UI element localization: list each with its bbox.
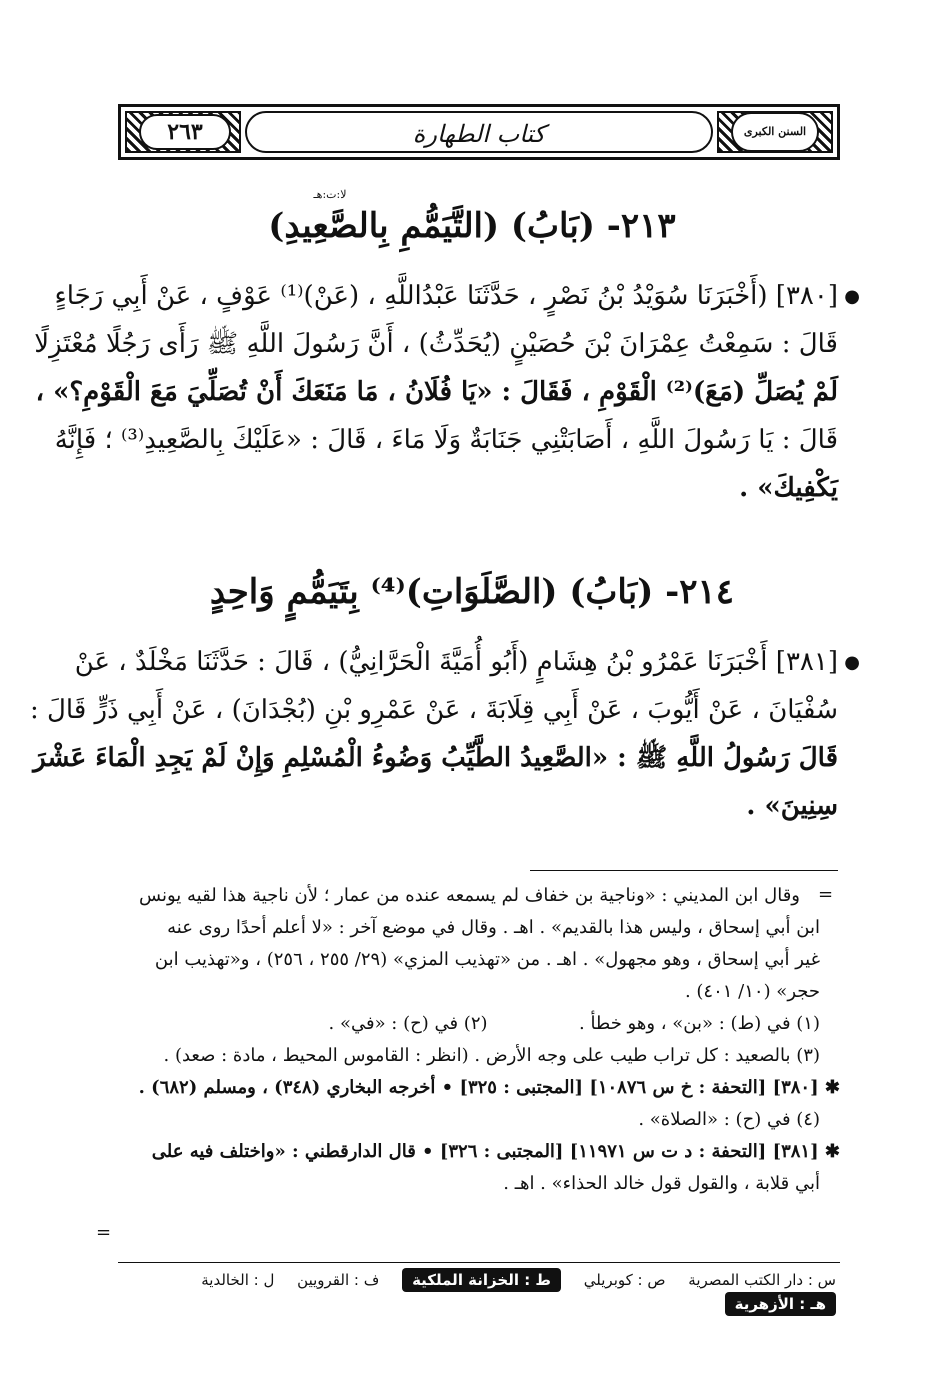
hadith-line: [٣٨١] أَخْبَرَنَا عَمْرُو بْنُ هِشَامٍ (أَبُو أُمَيَّةَ الْحَرَّانِيُّ) ، قَالَ : حَدَّثَنَا مَخْلَدٌ ، عَنْ bbox=[74, 647, 838, 677]
hadith-line: قَالَ : سَمِعْتُ عِمْرَانَ بْنَ حُصَيْنٍ (يُحَدِّثُ) ، أَنَّ رَسُولَ اللَّهِ ﷺ رَأَى رَجُلًا مُعْتَزِلًا bbox=[34, 329, 838, 359]
continuation-mark: = bbox=[818, 884, 834, 905]
hadith-381 bbox=[30, 638, 838, 830]
legend-item-boxed: هـ : الأزهرية bbox=[725, 1292, 836, 1316]
continuation-mark: = bbox=[96, 1222, 112, 1243]
footnote-line: حجر» (١٠/ ٤٠١) . bbox=[684, 981, 820, 1002]
section-heading-213: ٢١٣- (بَابُ) (التَّيَمُّمِ بِالصَّعِيدِ) bbox=[268, 206, 676, 246]
manuscript-legend bbox=[120, 1268, 836, 1313]
page-header bbox=[118, 104, 840, 160]
footnote-line: غير أبي إسحاق ، وهو مجهول» . اهـ . من «تهذيب المزي» (٢٩/ ٢٥٥ ، ٢٥٦) ، و«تهذيب ابن bbox=[154, 949, 820, 970]
legend-item: ف : القرويين bbox=[297, 1271, 380, 1289]
bullet-icon: ● bbox=[844, 286, 860, 307]
legend-item: ل : الخالدية bbox=[201, 1271, 275, 1289]
hadith-line: سِنِينَ» . bbox=[746, 791, 838, 821]
section-heading-214: ٢١٤- (بَابُ) (الصَّلَوَاتِ)⁽⁴⁾ بِتَيَمُّمٍ وَاحِدٍ bbox=[209, 572, 735, 612]
variant-mark: لا:ت:هـ bbox=[313, 188, 347, 201]
legend-item: ص : كوبريلي bbox=[583, 1271, 666, 1289]
page-number: ٢٦٣ bbox=[139, 114, 231, 150]
takhrij-380: ✱ [٣٨٠] [التحفة : خ س ١٠٨٧٦] [المجتبى : ٣٢٥] • أخرجه البخاري (٣٤٨) ، ومسلم (٦٨٢) . bbox=[138, 1077, 840, 1098]
hadith-line: سُفْيَانَ ، عَنْ أَيُّوبَ ، عَنْ أَبِي قِلَابَةَ ، عَنْ عَمْرِو بْنِ (بُجْدَانَ) ، عَنْ أَبِي ذَرٍّ قَالَ : bbox=[30, 695, 838, 725]
book-title: كتاب الطهارة bbox=[245, 111, 713, 153]
footnote-4: (٤) في (ح) : «الصلاة» . bbox=[638, 1109, 820, 1130]
footnote-line: وقال ابن المديني : «وناجية بن خفاف لم يسمعه عنده من عمار ؛ لأن ناجية هذا لقيه يونس bbox=[139, 885, 800, 906]
footnote-3: (٣) بالصعيد : كل تراب طيب على وجه الأرض . (انظر : القاموس المحيط ، مادة : صعد) . bbox=[163, 1045, 820, 1066]
hadith-380 bbox=[34, 272, 838, 512]
takhrij-380-text: [٣٨٠] [التحفة : خ س ١٠٨٧٦] [المجتبى : ٣٢٥] • أخرجه البخاري (٣٤٨) ، ومسلم (٦٨٢) . bbox=[138, 1077, 819, 1098]
footnotes bbox=[100, 880, 840, 1200]
hadith-line: لَمْ يُصَلِّ (مَعَ)⁽²⁾ الْقَوْمِ ، فَقَالَ : «يَا فُلَانُ ، مَا مَنَعَكَ أَنْ تُصَلِّيَ مَعَ الْقَوْمِ؟» ، bbox=[35, 377, 838, 407]
takhrij-381-text: [٣٨١] [التحفة : د ت س ١١٩٧١] [المجتبى : ٣٢٦] • قال الدارقطني : «واختلف فيه على bbox=[151, 1141, 819, 1162]
bullet-icon: ● bbox=[844, 652, 860, 673]
takhrij-381: ✱ [٣٨١] [التحفة : د ت س ١١٩٧١] [المجتبى : ٣٢٦] • قال الدارقطني : «واختلف فيه على bbox=[151, 1141, 840, 1162]
hadith-line: يَكْفِيكَ» . bbox=[739, 473, 838, 503]
hadith-line: قَالَ رَسُولُ اللَّهِ ﷺ : «الصَّعِيدُ الطَّيِّبُ وَضُوءُ الْمُسْلِمِ وَإِنْ لَمْ يَجِدِ الْمَاءَ عَشْرَ bbox=[33, 743, 838, 773]
footnote-2: (٢) في (ح) : «في» . bbox=[328, 1013, 488, 1034]
takhrij-381-continued: أبي قلابة ، والقول قول خالد الحذاء» . اهـ . bbox=[503, 1173, 820, 1194]
footnote-1: (١) في (ط) : «بن» ، وهو خطأ . bbox=[579, 1013, 820, 1034]
hadith-line: [٣٨٠] (أَخْبَرَنَا سُوَيْدُ بْنُ نَصْرٍ ، حَدَّثَنَا عَبْدُاللَّهِ ، (عَنْ)⁽¹⁾ عَوْفٍ ، عَنْ أَبِي رَجَاءٍ bbox=[54, 281, 838, 311]
hadith-line: قَالَ : يَا رَسُولَ اللَّهِ ، أَصَابَتْنِي جَنَابَةٌ وَلَا مَاءَ ، قَالَ : «عَلَيْكَ بِالصَّعِيدِ⁽³⁾ ؛ فَإِنَّهُ bbox=[54, 425, 838, 455]
footnote-line bbox=[100, 1008, 840, 1040]
footnote-separator bbox=[530, 870, 838, 871]
footer-rule bbox=[118, 1262, 840, 1263]
footnote-line: ابن أبي إسحاق ، وليس هذا بالقديم» . اهـ . وقال في موضع آخر : «لا أعلم أحدًا روى عنه bbox=[167, 917, 820, 938]
legend-item-boxed: ط : الخزانة الملكية bbox=[402, 1268, 561, 1292]
legend-item: س : دار الكتب المصرية bbox=[688, 1271, 836, 1289]
emblem-icon: السنن الكبرى bbox=[731, 112, 819, 152]
